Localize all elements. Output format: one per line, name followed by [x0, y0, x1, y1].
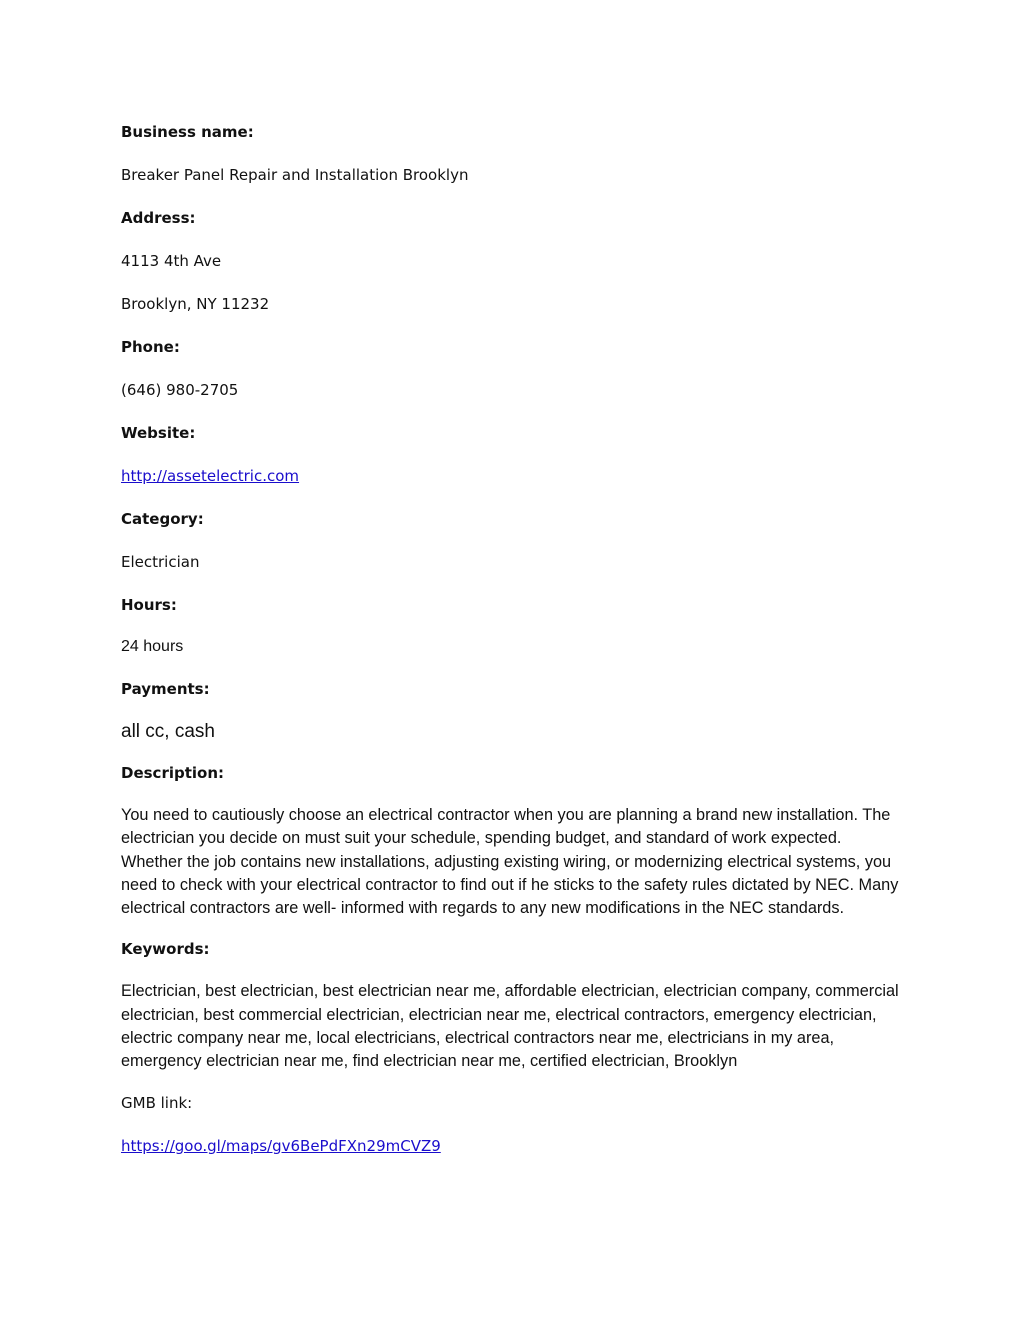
website-label: Website:: [121, 424, 196, 442]
payments-label: Payments:: [121, 680, 210, 698]
description-text: You need to cautiously choose an electrical contractor when you are planning a brand new installation. The electrician you decide on must suit your schedule, spending budget, and standard of work expected. Whether the job contains new installations, adjusting existing wiring, or modernizing electrical systems, you need to check with your electrical contractor to find out if he sticks to the safety rules dictated by NEC. Many electrical contractors are well- informed with regards to any new modifications in the NEC standards.: [121, 806, 899, 918]
gmb-row: [121, 1134, 906, 1158]
description-label: Description:: [121, 764, 225, 782]
website-row: [121, 464, 906, 488]
phone-label: Phone:: [121, 338, 180, 356]
category-label: Category:: [121, 510, 204, 528]
website-link[interactable]: http://assetelectric.com: [121, 467, 300, 485]
business-name-value: Breaker Panel Repair and Installation Brooklyn: [121, 166, 469, 184]
address-line1: 4113 4th Ave: [121, 252, 222, 270]
gmb-label: GMB link:: [121, 1093, 193, 1112]
hours-label: Hours:: [121, 596, 177, 614]
address-label: Address:: [121, 209, 196, 227]
address-line2: Brooklyn, NY 11232: [121, 295, 270, 313]
gmb-link[interactable]: https://goo.gl/maps/gv6BePdFXn29mCVZ9: [121, 1136, 441, 1155]
payments-value: all cc, cash: [121, 721, 215, 742]
document-page: [121, 120, 906, 1177]
keywords-text: Electrician, best electrician, best electrician near me, affordable electrician, electrician company, commercial electrician, best commercial electrician, electrician near me, electrical contractors, emergency electrician, electric company near me, local electricians, electrical contractors near me, electricians in my area, emergency electrician near me, find electrician near me, certified electrician, Brooklyn: [121, 982, 899, 1071]
phone-value: (646) 980-2705: [121, 381, 239, 399]
category-value: Electrician: [121, 553, 200, 571]
business-name-label: Business name:: [121, 123, 254, 141]
hours-value: 24 hours: [121, 638, 184, 655]
keywords-label: Keywords:: [121, 940, 210, 959]
